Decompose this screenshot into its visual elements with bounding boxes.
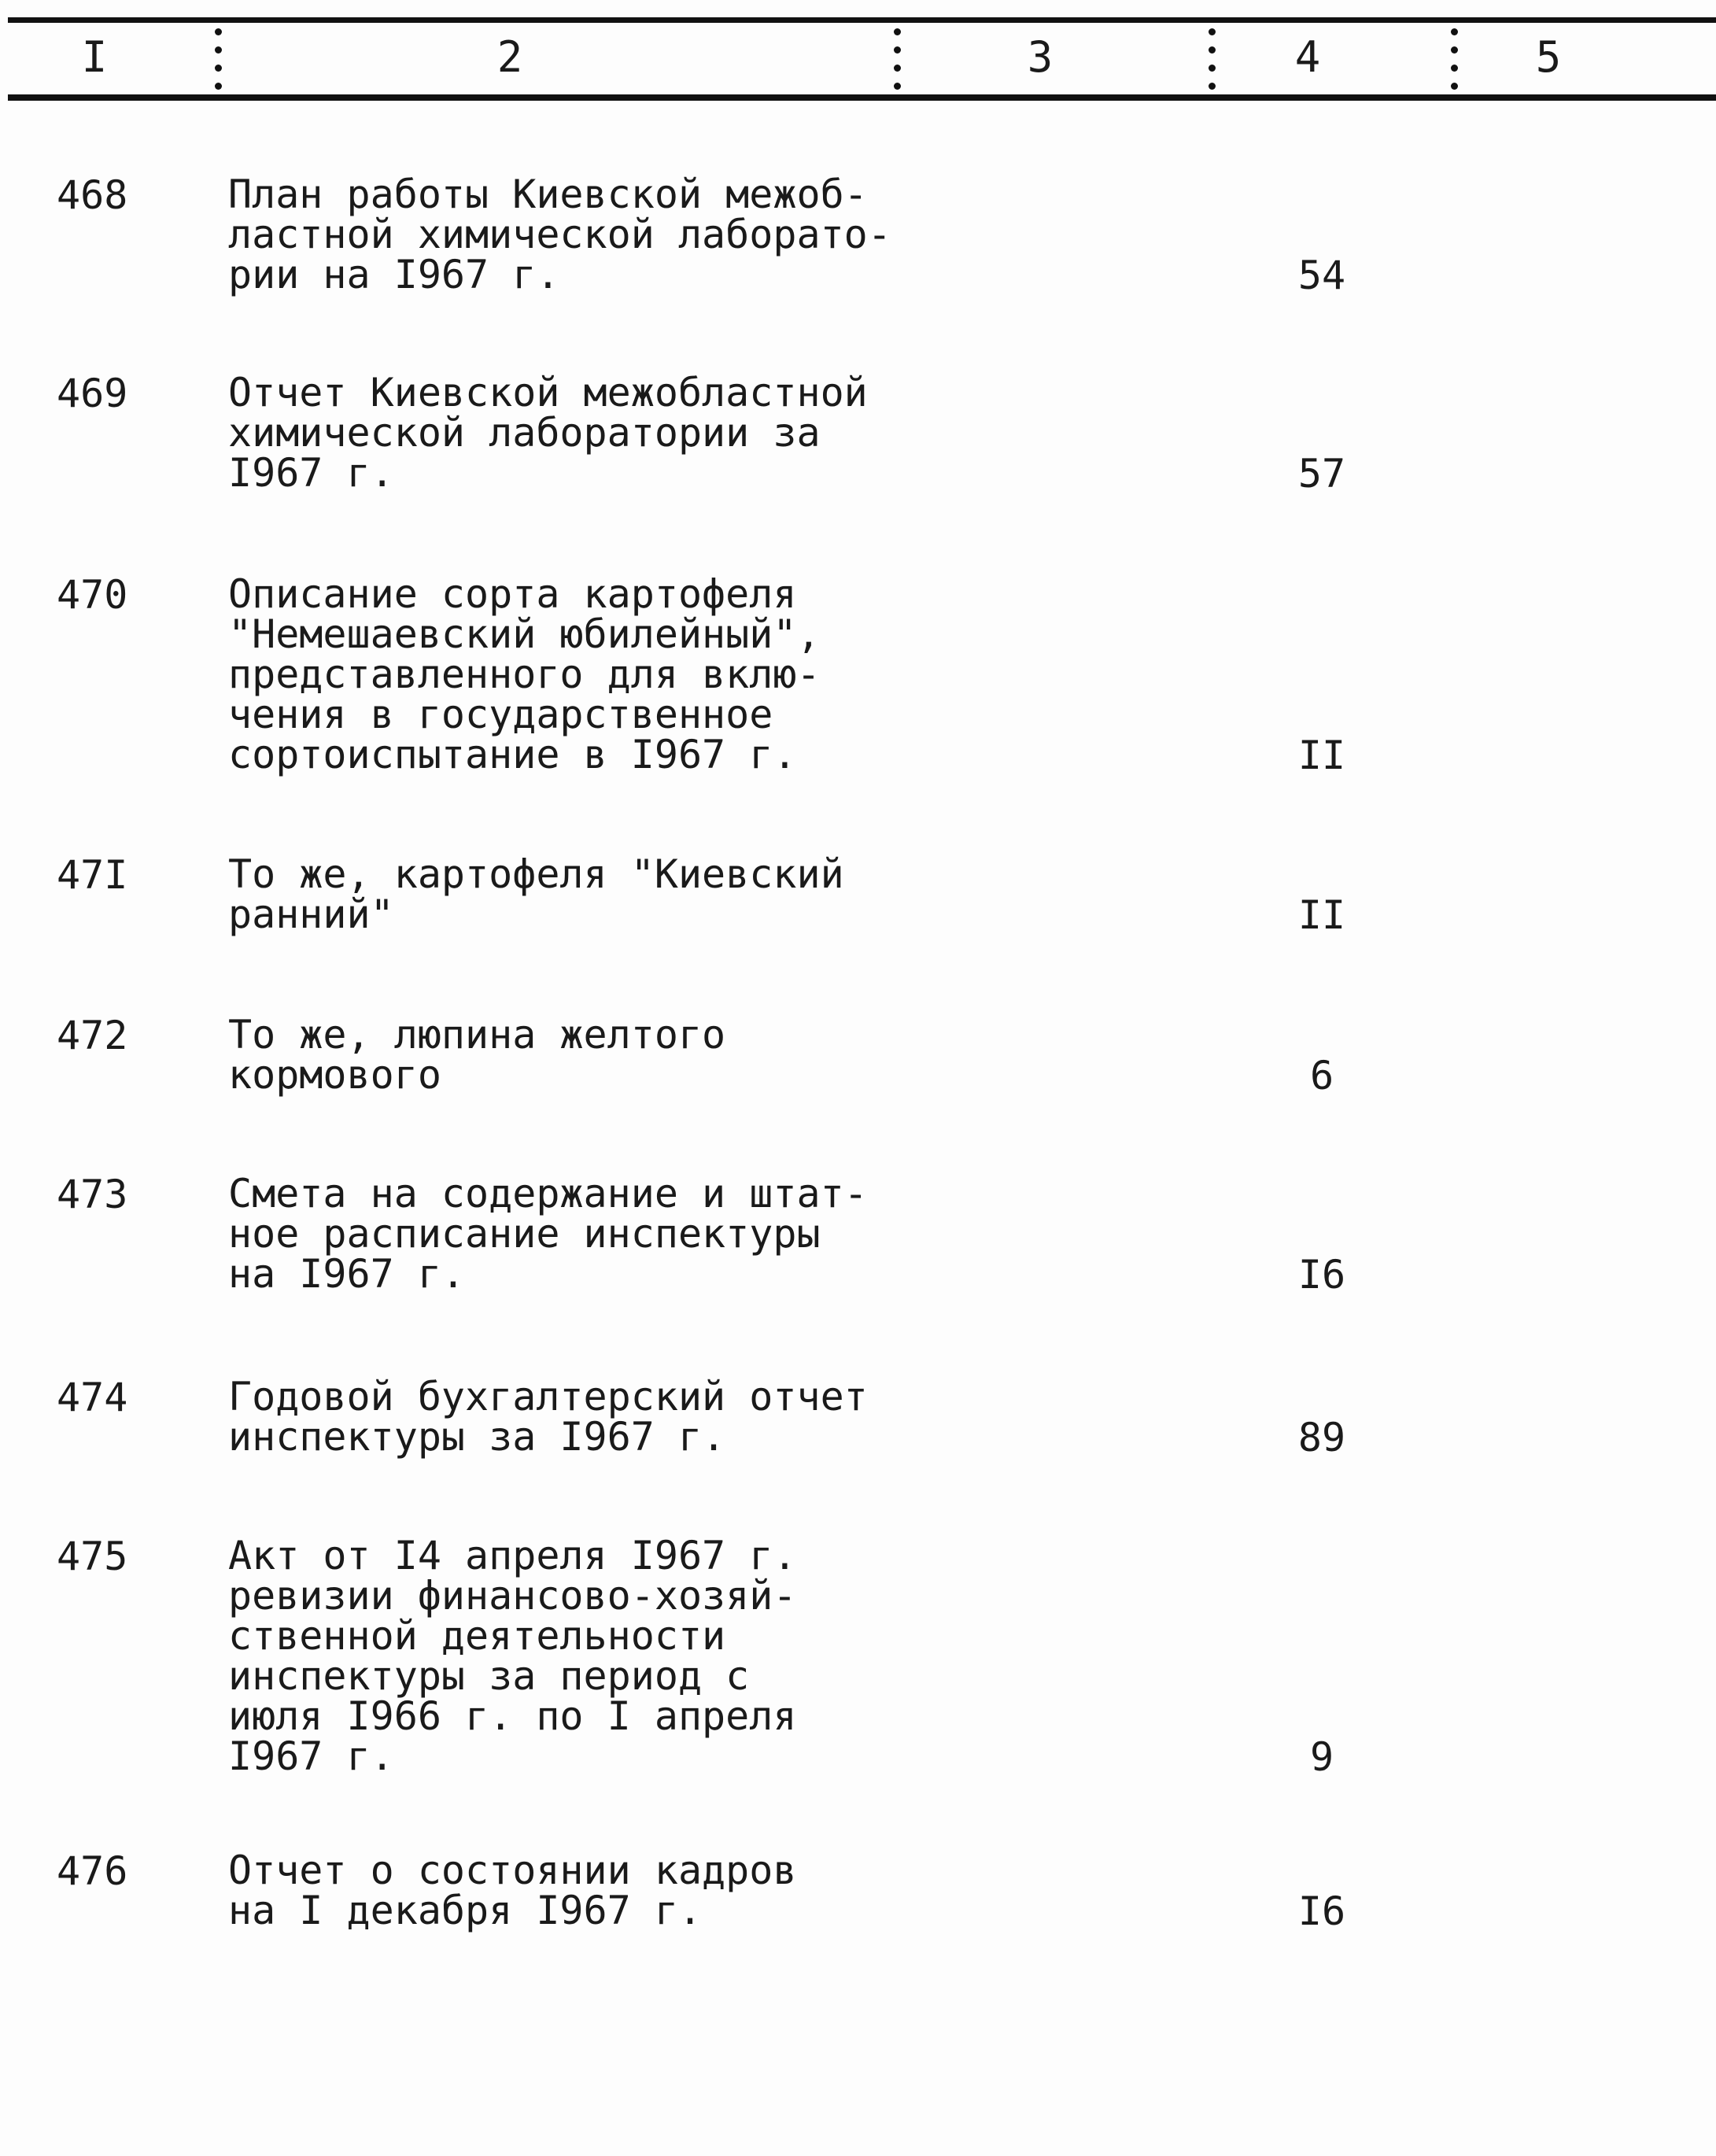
entry-description: План работы Киевской межоб- ластной химической лаборато- рии на I967 г. (228, 172, 891, 297)
entry-sheet-count: 89 (1297, 1415, 1346, 1460)
column-header-3: 3 (1027, 32, 1054, 82)
entry-description: Смета на содержание и штат- ное расписание инспектуры на I967 г. (228, 1171, 868, 1297)
entry-description: То же, люпина желтого кормового (228, 1012, 726, 1098)
entry-number: 472 (57, 1013, 128, 1058)
column-separator (893, 28, 901, 90)
header-bottom-rule (8, 94, 1716, 101)
column-header-2: 2 (496, 32, 523, 82)
entry-sheet-count: I6 (1297, 1888, 1346, 1934)
header-top-rule (8, 17, 1716, 23)
entry-description: Описание сорта картофеля "Немешаевский юбилейный", представленного для вклю- чения в государственное сортоиспытание в I967 г. (228, 571, 821, 777)
column-separator (1208, 28, 1216, 90)
entry-number: 470 (57, 572, 128, 618)
entry-number: 473 (57, 1172, 128, 1217)
entry-sheet-count: II (1297, 892, 1346, 938)
entry-sheet-count: II (1297, 733, 1346, 778)
entry-description: Акт от I4 апреля I967 г. ревизии финансово-хозяй- ственной деятельности инспектуры за период с июля I966 г. по I апреля I967 г. (228, 1533, 797, 1779)
entry-description: То же, картофеля "Киевский ранний" (228, 851, 844, 937)
column-separator (214, 28, 222, 90)
column-header-5: 5 (1535, 32, 1562, 82)
entry-number: 474 (57, 1375, 128, 1420)
entry-description: Отчет Киевской межобластной химической лаборатории за I967 г. (228, 370, 868, 496)
entry-sheet-count: 9 (1309, 1734, 1334, 1780)
entry-number: 475 (57, 1534, 128, 1579)
entry-sheet-count: 57 (1297, 451, 1346, 497)
entry-description: Годовой бухгалтерский отчет инспектуры за I967 г. (228, 1374, 868, 1460)
entry-sheet-count: 6 (1309, 1053, 1334, 1098)
entry-number: 476 (57, 1848, 128, 1894)
entry-sheet-count: 54 (1297, 253, 1346, 298)
column-header-4: 4 (1294, 32, 1321, 82)
entry-number: 468 (57, 172, 128, 218)
entry-sheet-count: I6 (1297, 1252, 1346, 1298)
column-separator (1450, 28, 1458, 90)
column-header-1: I (81, 32, 108, 82)
entry-number: 469 (57, 371, 128, 416)
entry-description: Отчет о состоянии кадров на I декабря I967 г. (228, 1848, 797, 1933)
entry-number: 47I (57, 852, 128, 898)
